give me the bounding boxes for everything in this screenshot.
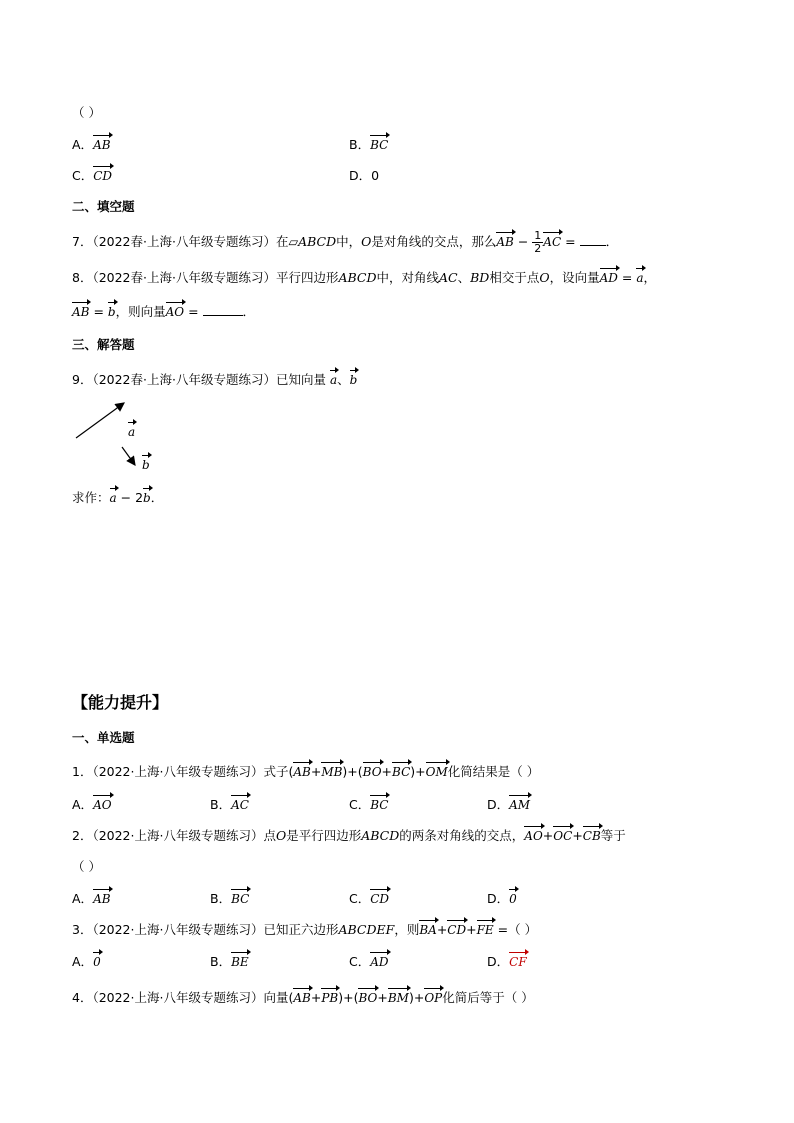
q9-expr: − 2 xyxy=(116,490,144,505)
option-label: B． xyxy=(349,137,371,152)
plus: + xyxy=(310,990,322,1005)
q8-end: ． xyxy=(242,304,256,319)
q6-option-c xyxy=(72,166,112,184)
option-label: B． xyxy=(210,954,232,969)
p3-option-b xyxy=(210,952,249,970)
vector: BC xyxy=(370,798,389,812)
q7-end: ． xyxy=(605,234,619,249)
p1-option-a xyxy=(72,795,112,813)
answer-blank[interactable] xyxy=(203,303,243,316)
option-label: B． xyxy=(210,891,232,906)
p2-option-b xyxy=(210,889,249,907)
vector: BC xyxy=(370,138,389,152)
q6-option-b xyxy=(349,135,388,153)
plus: + xyxy=(310,764,322,779)
vector: CD xyxy=(447,923,467,937)
paren: ( xyxy=(288,990,294,1005)
vector: CB xyxy=(582,829,601,843)
question-7 xyxy=(72,230,618,255)
p1-text: )+ xyxy=(410,764,426,779)
vector: CD xyxy=(370,892,390,906)
frac-num: 1 xyxy=(534,229,542,242)
p1-text: )+( xyxy=(342,764,363,779)
vector: AO xyxy=(93,798,112,812)
option-label: B． xyxy=(210,797,232,812)
option-text: 0 xyxy=(371,168,380,183)
p1-text: 化简结果是（ ） xyxy=(447,764,540,779)
frac-den: 2 xyxy=(534,242,542,255)
vector-b-label xyxy=(142,458,150,472)
option-label: C． xyxy=(349,954,371,969)
option-label: D． xyxy=(487,891,510,906)
vector-figure xyxy=(70,395,170,480)
option-label: D． xyxy=(487,954,510,969)
vector: a xyxy=(636,271,644,285)
q9-sep: 、 xyxy=(337,372,350,387)
option-label: A． xyxy=(72,891,94,906)
plus: + xyxy=(466,922,477,937)
vector: CF xyxy=(509,955,527,969)
q9-task xyxy=(72,488,163,506)
plus: + xyxy=(381,764,393,779)
vector: AD xyxy=(370,955,389,969)
option-label: D． xyxy=(487,797,510,812)
problem-3 xyxy=(72,920,537,938)
p1-option-c xyxy=(349,795,388,813)
plus: + xyxy=(542,828,554,843)
p3-option-d xyxy=(487,952,527,970)
p2-text: 是平行四边形 xyxy=(286,828,362,843)
vector: OP xyxy=(424,991,443,1005)
q7-o: O xyxy=(361,234,372,249)
option-label: A． xyxy=(72,954,94,969)
option-label: C． xyxy=(349,891,371,906)
question-8-line2 xyxy=(72,302,255,320)
q8-bd: BD xyxy=(470,270,490,285)
p2-abcd: ABCD xyxy=(361,828,400,843)
p2-text: 的两条对角线的交点， xyxy=(399,828,525,843)
vector: AD xyxy=(599,271,618,285)
q7-text: 中， xyxy=(336,234,362,249)
vector: 0 xyxy=(93,955,101,969)
option-label: C． xyxy=(72,168,94,183)
vector: AB xyxy=(93,138,111,152)
p1-text: 1．（2022·上海·八年级专题练习）式子( xyxy=(72,764,294,779)
vector: OC xyxy=(553,829,573,843)
q7-minus: − xyxy=(513,234,533,249)
q8-text: 8．（2022春·上海·八年级专题练习）平行四边形 xyxy=(72,270,339,285)
vector: b xyxy=(143,491,151,505)
vector: FE xyxy=(476,923,494,937)
p2-o: O xyxy=(275,828,287,843)
vector: AM xyxy=(509,798,531,812)
option-label: A． xyxy=(72,137,94,152)
vector: b xyxy=(107,305,116,319)
p3-text: 3．（2022·上海·八年级专题练习）已知正六边形 xyxy=(72,922,339,937)
p2-text: 2．（2022·上海·八年级专题练习）点 xyxy=(72,828,276,843)
q8-eq: = xyxy=(89,304,108,319)
q7-abcd: ABCD xyxy=(298,234,337,249)
q7-eq: = xyxy=(561,234,580,249)
vector: BE xyxy=(231,955,249,969)
vector: BC xyxy=(392,765,411,779)
p4-text: 4．（2022·上海·八年级专题练习）向量 xyxy=(72,990,289,1005)
p2-text: 等于 xyxy=(600,828,626,843)
q9-end: ． xyxy=(150,490,164,505)
problem-4 xyxy=(72,988,534,1006)
vector: AB xyxy=(293,765,311,779)
question-9 xyxy=(72,370,357,388)
vector: OM xyxy=(425,765,448,779)
p1-option-b xyxy=(210,795,249,813)
q6-paren: （ ） xyxy=(72,105,101,120)
p2-paren: （ ） xyxy=(72,859,101,874)
p1-option-d xyxy=(487,795,530,813)
solve-heading: 三、解答题 xyxy=(72,337,135,352)
vector: 0 xyxy=(509,892,517,906)
single-choice-heading: 一、单选题 xyxy=(72,730,135,745)
p3-text: =（ ） xyxy=(493,922,538,937)
vector: MB xyxy=(321,765,343,779)
p3-text: ，则 xyxy=(394,922,420,937)
p3-option-a xyxy=(72,952,101,970)
p2-option-d xyxy=(487,889,517,907)
vector: AB xyxy=(293,991,311,1005)
option-label: D． xyxy=(349,168,372,183)
vector: BA xyxy=(419,923,437,937)
q6-option-a xyxy=(72,135,111,153)
vector: AB xyxy=(93,892,111,906)
paren: )+( xyxy=(338,990,359,1005)
q8-abcd: ABCD xyxy=(338,270,377,285)
p2-option-c xyxy=(349,889,389,907)
q8-comma: ， xyxy=(643,270,657,285)
q7-text: 7．（2022春·上海·八年级专题练习）在▱ xyxy=(72,234,299,249)
q8-o: O xyxy=(539,270,550,285)
q8-eq: = xyxy=(617,270,637,285)
q6-option-d xyxy=(349,166,379,184)
vector-a-arrow xyxy=(76,403,124,438)
vector: a xyxy=(329,373,338,387)
q8-text: 相交于点 xyxy=(489,270,540,285)
vector: BC xyxy=(231,892,250,906)
q8-text: ，则向量 xyxy=(115,304,166,319)
answer-blank[interactable] xyxy=(580,233,606,246)
vector: PB xyxy=(321,991,339,1005)
vector: AC xyxy=(231,798,249,812)
option-label: A． xyxy=(72,797,94,812)
vector-b-arrow xyxy=(122,447,135,465)
paren: )+ xyxy=(408,990,425,1005)
vector: BO xyxy=(362,765,382,779)
vector: BM xyxy=(387,991,409,1005)
q8-ac: AC xyxy=(439,270,458,285)
q8-text: 中，对角线 xyxy=(376,270,440,285)
ability-heading: 【能力提升】 xyxy=(72,693,169,712)
vector: AB xyxy=(496,235,514,249)
p3-option-c xyxy=(349,952,389,970)
q9-text: 9．（2022春·上海·八年级专题练习）已知向量 xyxy=(72,372,330,387)
problem-1 xyxy=(72,762,539,780)
problem-2 xyxy=(72,826,626,844)
vector: a xyxy=(109,491,117,505)
vector: a xyxy=(128,425,136,439)
vector: AO xyxy=(165,305,185,319)
vector: AO xyxy=(524,829,543,843)
plus: + xyxy=(377,990,388,1005)
p3-hexagon: ABCDEF xyxy=(338,922,395,937)
vector: CD xyxy=(93,169,113,183)
q7-text: 是对角线的交点，那么 xyxy=(371,234,497,249)
plus: + xyxy=(436,922,448,937)
q9-task-label: 求作： xyxy=(72,490,110,505)
q8-sep: 、 xyxy=(457,270,471,285)
p4-text: 化简后等于（ ） xyxy=(442,990,534,1005)
vector: BO xyxy=(358,991,378,1005)
fraction xyxy=(532,230,543,255)
vector: b xyxy=(142,458,150,472)
vector: b xyxy=(349,373,358,387)
option-label: C． xyxy=(349,797,371,812)
p2-option-a xyxy=(72,889,111,907)
fill-heading: 二、填空题 xyxy=(72,199,135,214)
plus: + xyxy=(572,828,583,843)
q8-eq: = xyxy=(184,304,203,319)
vector: AC xyxy=(543,235,562,249)
vector-a-label xyxy=(128,425,135,439)
question-8 xyxy=(72,268,656,286)
vector: AB xyxy=(72,305,90,319)
q8-text: ，设向量 xyxy=(549,270,600,285)
